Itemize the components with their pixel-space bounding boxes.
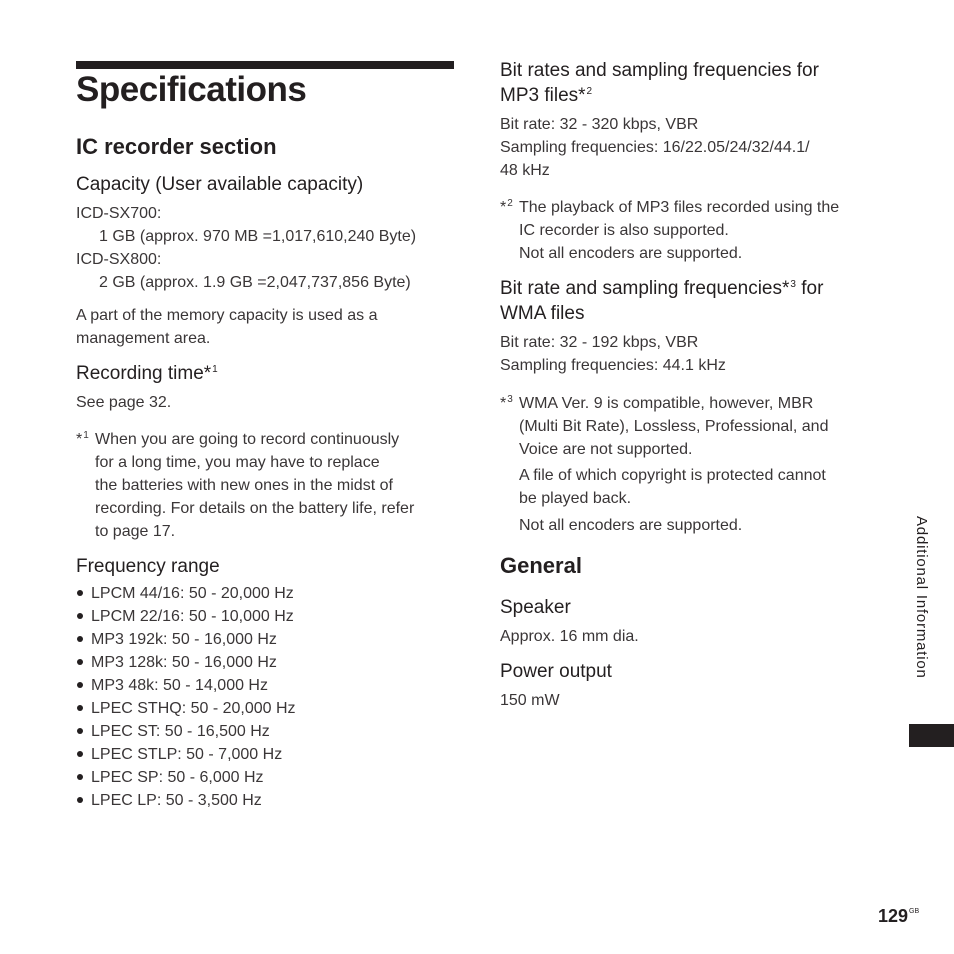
page-number: $129^{GB}$ — [878, 906, 920, 926]
list-item: LPCM 44/16: 50 - 20,000 Hz — [76, 582, 296, 605]
footnote-3-line: (Multi Bit Rate), Lossless, Professional, and — [519, 418, 829, 435]
capacity-model-2-value: 2 GB (approx. 1.9 GB =2,047,737,856 Byte) — [99, 274, 411, 291]
frequency-range-list — [76, 582, 296, 812]
footnote-1-line: the batteries with new ones in the midst of — [95, 477, 393, 494]
footnote-2-line: IC recorder is also supported. — [519, 222, 729, 239]
frequency-range-heading: Frequency range — [76, 556, 220, 577]
page-title: Specifications — [76, 70, 307, 109]
bullet-icon — [77, 705, 83, 711]
speaker-value: Approx. 16 mm dia. — [500, 628, 639, 645]
power-output-value: 150 mW — [500, 692, 560, 709]
capacity-model-1: ICD-SX700: — [76, 205, 162, 222]
list-item: LPEC STLP: 50 - 7,000 Hz — [76, 743, 296, 766]
mp3-bitrate: Bit rate: 32 - 320 kbps, VBR — [500, 116, 699, 133]
bullet-icon — [77, 659, 83, 665]
mp3-sampling-line-2: 48 kHz — [500, 162, 550, 179]
footnote-1-line: When you are going to record continuously — [95, 431, 400, 448]
bullet-icon — [77, 797, 83, 803]
footnote-1-line: recording. For details on the battery life, refer — [95, 500, 415, 517]
wma-sampling: Sampling frequencies: 44.1 kHz — [500, 357, 726, 374]
list-item: LPEC SP: 50 - 6,000 Hz — [76, 766, 296, 789]
section-title-general: General — [500, 553, 582, 578]
bullet-icon — [77, 682, 83, 688]
list-item: LPEC ST: 50 - 16,500 Hz — [76, 720, 296, 743]
footnote-mark-2: *$^2$ — [500, 198, 513, 216]
footnote-1-line: for a long time, you may have to replace — [95, 454, 380, 471]
mp3-heading-line-1: Bit rates and sampling frequencies for — [500, 60, 819, 81]
footnote-3-line: be played back. — [519, 490, 632, 507]
list-item: LPCM 22/16: 50 - 10,000 Hz — [76, 605, 296, 628]
footnote-3-line: WMA Ver. 9 is compatible, however, MBR — [519, 395, 814, 412]
wma-heading-line-2: WMA files — [500, 303, 585, 324]
capacity-heading: Capacity (User available capacity) — [76, 174, 364, 195]
side-tab-marker — [909, 724, 954, 747]
capacity-note-line-1: A part of the memory capacity is used as a — [76, 307, 378, 324]
bullet-icon — [77, 728, 83, 734]
capacity-model-1-value: 1 GB (approx. 970 MB =1,017,610,240 Byte) — [99, 228, 417, 245]
footnote-3-line: Not all encoders are supported. — [519, 517, 743, 534]
list-item: MP3 48k: 50 - 14,000 Hz — [76, 674, 296, 697]
footnote-mark-1: *$^1$ — [76, 430, 89, 448]
list-item: MP3 192k: 50 - 16,000 Hz — [76, 628, 296, 651]
recording-time-heading: Recording time*$^1$ — [76, 363, 218, 384]
side-section-label: Additional Information — [913, 516, 930, 679]
bullet-icon — [77, 751, 83, 757]
power-output-heading: Power output — [500, 661, 612, 682]
section-title-ic-recorder: IC recorder section — [76, 134, 277, 159]
wma-bitrate: Bit rate: 32 - 192 kbps, VBR — [500, 334, 699, 351]
footnote-2-line: The playback of MP3 files recorded using the — [519, 199, 840, 216]
list-item: LPEC LP: 50 - 3,500 Hz — [76, 789, 296, 812]
list-item: MP3 128k: 50 - 16,000 Hz — [76, 651, 296, 674]
wma-heading-line-1: Bit rate and sampling frequencies*$^3$ for — [500, 278, 824, 299]
capacity-model-2: ICD-SX800: — [76, 251, 162, 268]
bullet-icon — [77, 774, 83, 780]
bullet-icon — [77, 590, 83, 596]
mp3-sampling-line-1: Sampling frequencies: 16/22.05/24/32/44.1/ — [500, 139, 810, 156]
bullet-icon — [77, 613, 83, 619]
bullet-icon — [77, 636, 83, 642]
footnote-mark-3: *$^3$ — [500, 394, 513, 412]
speaker-heading: Speaker — [500, 597, 571, 618]
footnote-2-line: Not all encoders are supported. — [519, 245, 743, 262]
list-item: LPEC STHQ: 50 - 20,000 Hz — [76, 697, 296, 720]
footnote-3-line: Voice are not supported. — [519, 441, 693, 458]
footnote-3-line: A file of which copyright is protected cannot — [519, 467, 826, 484]
recording-time-value: See page 32. — [76, 394, 172, 411]
footnote-1-line: to page 17. — [95, 523, 176, 540]
mp3-heading-line-2: MP3 files*$^2$ — [500, 85, 593, 106]
capacity-note-line-2: management area. — [76, 330, 211, 347]
